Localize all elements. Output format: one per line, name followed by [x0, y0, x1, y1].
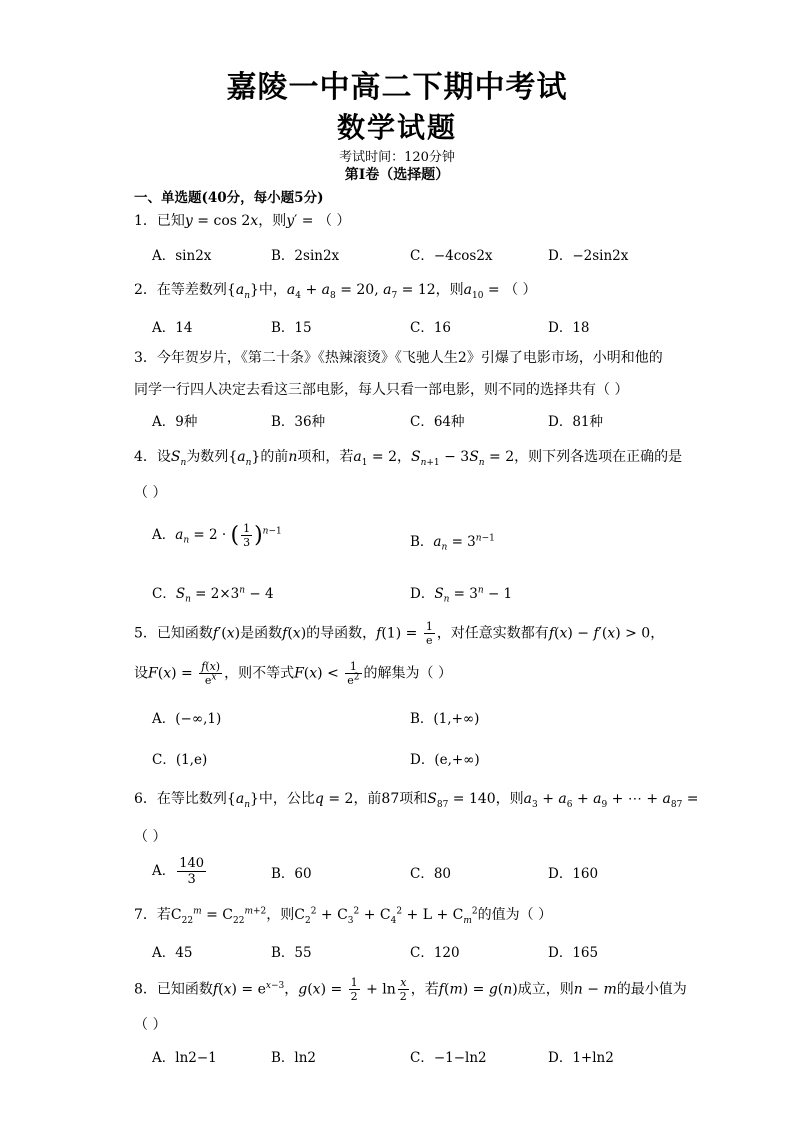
q1-option-a[interactable]: A．sin2x: [152, 248, 212, 264]
q6-option-a[interactable]: A． $\frac{140}{3}$: [152, 856, 205, 887]
q1-option-b[interactable]: B．2sin2x: [271, 248, 340, 264]
q4-option-a[interactable]: A．$a_n = 2$ · ( $\frac{1}{3}$ )$^{n-1}$: [152, 522, 282, 549]
q7-option-a[interactable]: A．45: [152, 945, 193, 961]
q6-option-d[interactable]: D．160: [548, 866, 599, 882]
q8-option-b[interactable]: B．ln2: [271, 1050, 317, 1066]
q6-option-b[interactable]: B．60: [271, 866, 312, 882]
q4-paren: （ ）: [134, 485, 167, 501]
question-5: 5．已知函数f′(x)是函数f(x)的导函数，f(1) = $\frac{1}{e}$ ，对任意实数都有f(x) − f′(x) > 0，: [134, 620, 665, 647]
q1-option-d[interactable]: D．−2sin2x: [548, 248, 629, 264]
q8-option-a[interactable]: A．ln2−1: [152, 1050, 217, 1066]
question-2: 2．在等差数列$\{a_n\}$中，$a_4 + a_8 = 20$, $a_7 = 12$，则$a_{10}$ = （ ）: [134, 282, 537, 301]
exam-time: 考试时间：120分钟: [339, 150, 455, 165]
question-6: 6．在等比数列$\{a_n\}$中，公比q = 2，前87项和$S_{87} = 140$，则$a_3 + a_6 + a_9$ + ⋯ + $a_{87}$ =: [134, 791, 699, 810]
question-1: 1．已知y = cos 2x，则y′ = （ ）: [134, 213, 351, 229]
q8-option-d[interactable]: D．1+ln2: [548, 1050, 614, 1066]
q2-option-c[interactable]: C．16: [410, 320, 452, 336]
q2-option-a[interactable]: A．14: [152, 320, 193, 336]
exam-subtitle: 数学试题: [336, 111, 457, 144]
q7-option-c[interactable]: C．120: [410, 945, 460, 961]
question-4: 4．设$S_n$为数列$\{a_n\}$的前n项和，若$a_1 = 2$，$S_{n+1} - 3S_n = 2$，则下列各选项在正确的是: [134, 449, 683, 468]
q5-option-b[interactable]: B．(1,+∞): [410, 711, 480, 727]
q4-option-b[interactable]: B．$a_n = 3^{n-1}$: [410, 533, 495, 553]
q3-option-c[interactable]: C．64种: [410, 414, 465, 430]
q8-paren: （ ）: [134, 1017, 167, 1033]
q3-option-d[interactable]: D．81种: [548, 414, 604, 430]
q1-option-c[interactable]: C．−4cos2x: [410, 248, 493, 264]
question-7: 7．若$C_{22}^m = C_{22}^{m+2}$，则$C_2^2 + C_3^2 + C_4^2 + L + C_m^2$的值为（ ）: [134, 906, 553, 926]
q8-option-c[interactable]: C．−1−ln2: [410, 1050, 487, 1066]
q5-option-d[interactable]: D．(e,+∞): [410, 752, 480, 768]
q2-option-d[interactable]: D．18: [548, 320, 590, 336]
q6-paren: （ ）: [134, 829, 167, 845]
q3-option-a[interactable]: A．9种: [152, 414, 198, 430]
volume-label: 第Ⅰ卷（选择题）: [344, 167, 450, 183]
q7-option-b[interactable]: B．55: [271, 945, 312, 961]
q2-option-b[interactable]: B．15: [271, 320, 312, 336]
question-8: 8．已知函数$f(x) = e^{x-3}$，g(x) = $\frac{1}{2}$ + ln $\frac{x}{2}$ ，若f(m) = g(n)成立，则n − m的最小值为: [134, 976, 687, 1003]
q7-option-d[interactable]: D．165: [548, 945, 599, 961]
section-heading: 一、单选题(40分，每小题5分): [134, 190, 324, 206]
question-3: 3．今年贺岁片，《第二十条》《热辣滚烫》《飞驰人生2》引爆了电影市场，小明和他的同学一行四人决定去看这三部电影，每人只看一部电影，则不同的选择共有（ ）: [134, 350, 663, 398]
q5-option-c[interactable]: C．(1,e): [152, 752, 208, 768]
exam-title: 嘉陵一中高二下期中考试: [226, 70, 568, 105]
q6-option-c[interactable]: C．80: [410, 866, 452, 882]
q4-option-d[interactable]: D．$S_n = 3^n - 1$: [410, 585, 513, 605]
q4-option-c[interactable]: C．$S_n = 2\times 3^n - 4$: [152, 585, 274, 605]
q3-option-b[interactable]: B．36种: [271, 414, 326, 430]
question-5-line-2: 设F(x) = $\frac{f(x)}{e^x}$ ，则不等式F(x) < $\frac{1}{e^2}$ 的解集为（ ）: [134, 660, 452, 687]
q5-option-a[interactable]: A．(−∞,1): [152, 711, 222, 727]
